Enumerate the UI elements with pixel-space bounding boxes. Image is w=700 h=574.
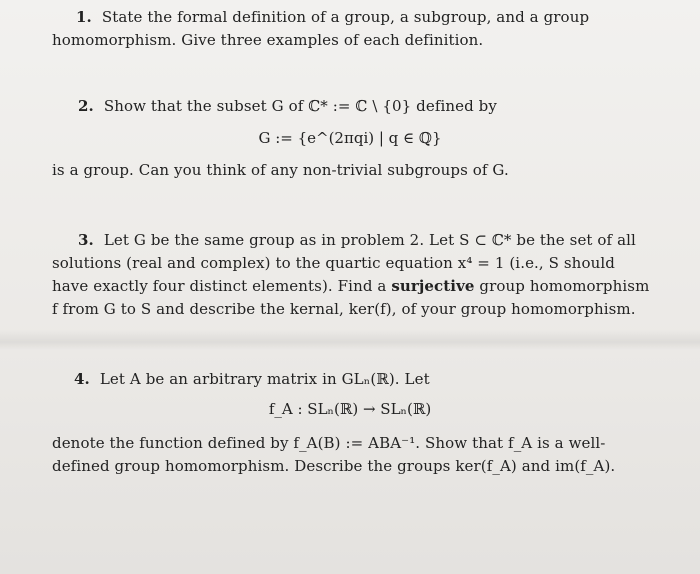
problem-4-number: 4. xyxy=(74,370,90,388)
paper-fold-shadow xyxy=(0,330,700,350)
problem-3-emphasis: surjective xyxy=(391,277,475,295)
problem-1-text: State the formal definition of a group, a subgroup, and a group homomorphism. Give three examples of each definition. xyxy=(52,8,590,49)
problem-4-line2: denote the function defined by f_A(B) := ABA⁻¹. Show that f_A is a well-defined group homomorphism. Describe the groups ker(f_A) and im(f_A). xyxy=(52,434,616,475)
problem-4-equation: f_A : SLₙ(ℝ) → SLₙ(ℝ) xyxy=(268,400,432,418)
problem-2-equation: G := {e^(2πqi) | q ∈ ℚ} xyxy=(258,129,442,147)
problem-2-line1-text: Show that the subset G of ℂ* := ℂ \ {0} defined by xyxy=(103,97,497,115)
problem-1-number: 1. xyxy=(76,8,92,26)
problem-3-text-before: Let G be the same group as in problem 2. Let S ⊂ ℂ* be the set of all solutions (real and complex) to the quartic equation x⁴ = 1 (i.e., S should have exactly four distinct elements). Find a xyxy=(52,231,636,295)
problem-3-text-after: group homomorphism f from G to S and describe the kernal, ker(f), of your group homomorphism. xyxy=(52,277,650,318)
problem-3 xyxy=(52,229,652,321)
problem-2-line1 xyxy=(78,95,658,118)
problem-2-line2: is a group. Can you think of any non-trivial subgroups of G. xyxy=(52,161,509,179)
problem-4-line1-text: Let A be an arbitrary matrix in GLₙ(ℝ). Let xyxy=(99,370,430,388)
problem-2-number: 2. xyxy=(78,97,94,115)
problem-4-line1 xyxy=(74,368,654,391)
problem-3-number: 3. xyxy=(78,231,94,249)
problem-1 xyxy=(52,6,662,52)
